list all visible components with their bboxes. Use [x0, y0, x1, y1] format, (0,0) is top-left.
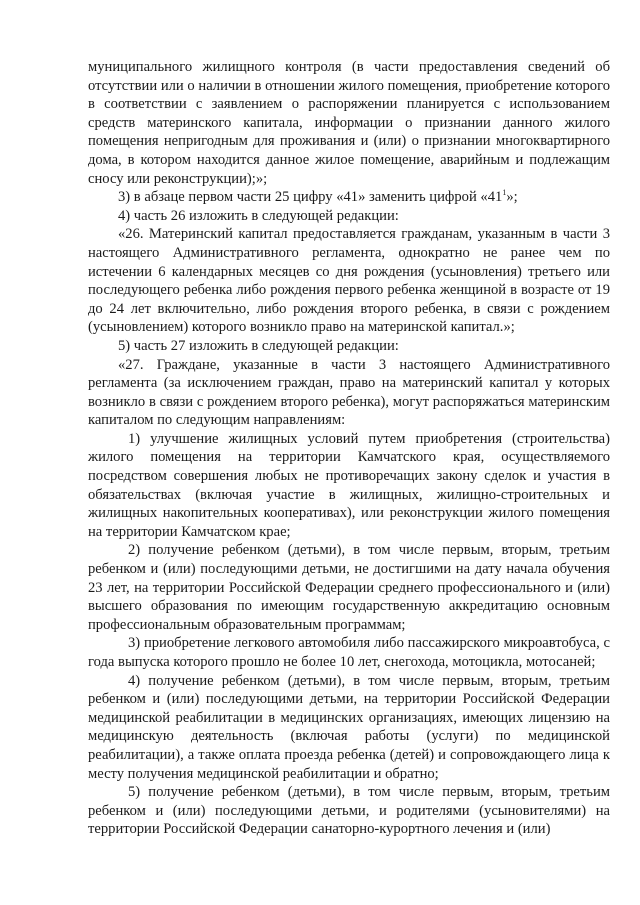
paragraph-4: «26. Материнский капитал предоставляется гражданам, указанным в части 3 настоящего Административного регламента, однократно не ранее чем по истечении 6 календарных месяцев со дня рождения (усыновления) третьего или последующего ребенка либо рождения первого ребенка женщиной в возрасте от 19 до 24 лет включительно, либо рождения второго ребенка, в связи с рождением (усыновлением) которого возникло право на материнской капитал.»;: [88, 226, 610, 336]
list-item-5: 5) получение ребенком (детьми), в том числе первым, вторым, третьим ребенком и (или) последующими детьми, и родителями (усыновителями) на территории Российской Федерации санаторно-курортного лечения и (или): [88, 784, 610, 838]
list-item-2: 2) получение ребенком (детьми), в том числе первым, вторым, третьим ребенком и (или) последующими детьми, не достигшими на дату начала обучения 23 лет, на территории Российской Федерации среднего профессионального и (или) высшего образования по имеющим государственную аккредитацию основным профессиональным образовательным программам;: [88, 542, 610, 633]
list-item-3: 3) приобретение легкового автомобиля либо пассажирского микроавтобуса, с года выпуска которого прошло не более 10 лет, снегохода, мотоцикла, мотосаней;: [88, 635, 610, 670]
paragraph-1: муниципального жилищного контроля (в части предоставления сведений об отсутствии или о наличии в отношении жилого помещения, приобретение которого в соответствии с заявлением о распоряжении планируется с использованием средств материнского капитала, информации о признании данного жилого помещения непригодным для проживания и (или) о признании многоквартирного дома, в котором находится данное жилое помещение, аварийным и подлежащим сносу или реконструкции);»;: [88, 59, 610, 187]
paragraph-5: 5) часть 27 изложить в следующей редакции:: [118, 337, 399, 354]
paragraph-6: «27. Граждане, указанные в части 3 настоящего Административного регламента (за исключением граждан, право на материнский капитал у которых возникло в связи с рождением второго ребенка), могут распоряжаться материнским капиталом по следующим направлениям:: [88, 356, 610, 429]
superscript: 1: [502, 188, 507, 198]
paragraph-2-text: 3) в абзаце первом части 25 цифру «41» заменить цифрой «41: [118, 189, 503, 206]
list-item-1: 1) улучшение жилищных условий путем приобретения (строительства) жилого помещения на территории Камчатского края, осуществляемого посредством совершения любых не противоречащих закону сделок и участия в обязательствах (включая участие в жилищных, жилищно-строительных и жилищных накопительных кооперативах), или реконструкции жилого помещения на территории Камчатском крае;: [88, 430, 610, 540]
paragraph-2: [88, 188, 610, 207]
list-item-4: 4) получение ребенком (детьми), в том числе первым, вторым, третьим ребенком и (или) последующими детьми, на территории Российской Федерации медицинской реабилитации в медицинских организациях, имеющих лицензию на медицинскую деятельность (включая работы (услуги) по медицинской реабилитации), а также оплата проезда ребенка (детей) и сопровождающего лица к месту получения медицинской реабилитации и обратно;: [88, 672, 610, 782]
paragraph-3: 4) часть 26 изложить в следующей редакции:: [118, 207, 399, 224]
paragraph-2-tail: »;: [506, 189, 518, 206]
